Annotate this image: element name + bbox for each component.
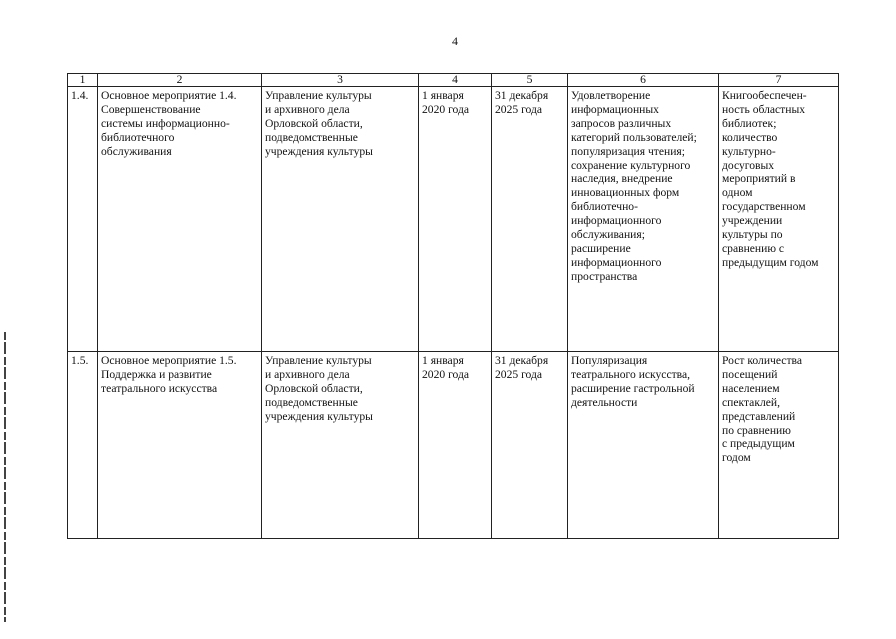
result-cell: Удовлетворение информационных запросов различных категорий пользователей; популяризация чтения; сохранение культурного наследия, внедрение инновационных форм библиотечно- информационного обслуживания; расширение информационного пространства	[568, 87, 719, 352]
header-row	[68, 74, 839, 87]
col-header-4: 4	[419, 74, 492, 87]
start-date-cell: 1 января 2020 года	[419, 87, 492, 352]
col-header-3: 3	[262, 74, 419, 87]
event-cell: Основное мероприятие 1.5. Поддержка и развитие театрального искусства	[98, 352, 262, 539]
start-date-cell: 1 января 2020 года	[419, 352, 492, 539]
table-row	[68, 87, 839, 352]
col-header-6: 6	[568, 74, 719, 87]
row-number: 1.4.	[68, 87, 98, 352]
indicator-cell: Рост количества посещений населением спектаклей, представлений по сравнению с предыдущим годом	[719, 352, 839, 539]
row-number: 1.5.	[68, 352, 98, 539]
result-cell: Популяризация театрального искусства, расширение гастрольной деятельности	[568, 352, 719, 539]
end-date-cell: 31 декабря 2025 года	[492, 87, 568, 352]
col-header-5: 5	[492, 74, 568, 87]
col-header-1: 1	[68, 74, 98, 87]
end-date-cell: 31 декабря 2025 года	[492, 352, 568, 539]
measures-table	[67, 73, 839, 539]
scan-edge-artifact	[4, 332, 6, 622]
executor-cell: Управление культуры и архивного дела Орловской области, подведомственные учреждения культуры	[262, 87, 419, 352]
executor-cell: Управление культуры и архивного дела Орловской области, подведомственные учреждения культуры	[262, 352, 419, 539]
col-header-2: 2	[98, 74, 262, 87]
event-cell: Основное мероприятие 1.4. Совершенствование системы информационно- библиотечного обслуживания	[98, 87, 262, 352]
page-number: 4	[452, 34, 458, 48]
table-row	[68, 352, 839, 539]
col-header-7: 7	[719, 74, 839, 87]
indicator-cell: Книгообеспечен- ность областных библиотек; количество культурно- досуговых мероприятий в одном государственном учреждении культуры по сравнению с предыдущим годом	[719, 87, 839, 352]
